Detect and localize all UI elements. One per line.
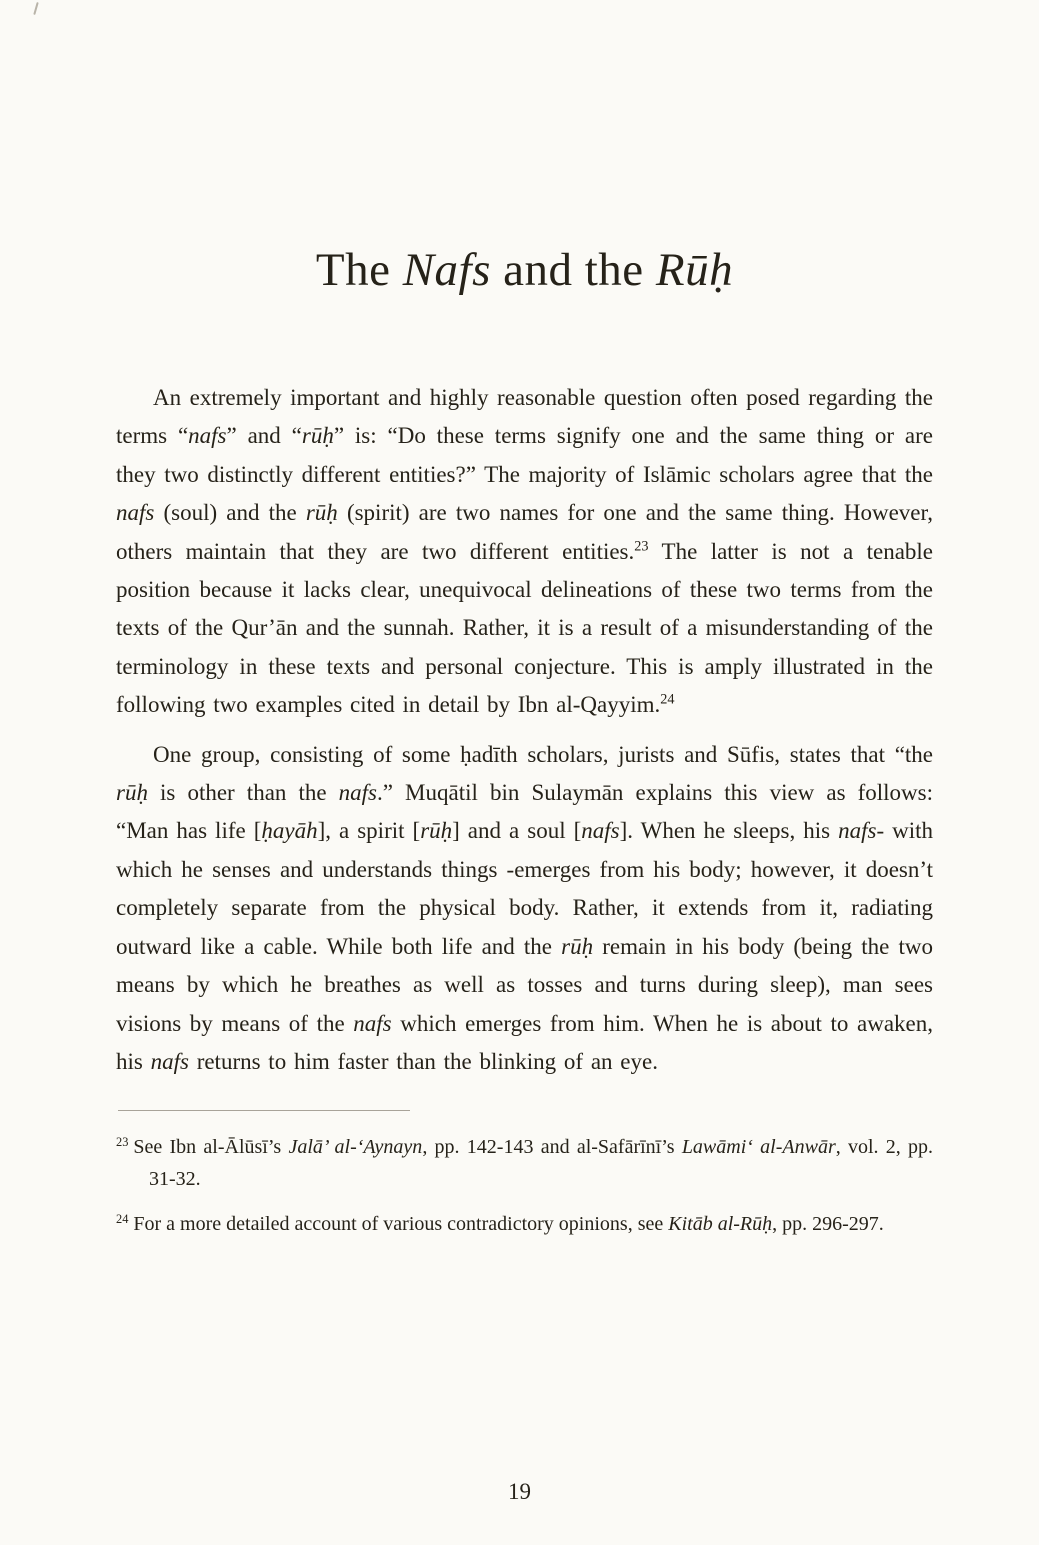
footnote-marker-23: 23 xyxy=(116,1134,129,1149)
footnote-24 xyxy=(116,1209,933,1241)
body-text xyxy=(116,379,933,1081)
page-number: 19 xyxy=(508,1479,531,1504)
footnote-text-24: For a more detailed account of various contradictory opinions, see Kitāb al-Rūḥ, pp. 296-297. xyxy=(133,1213,884,1236)
footnote-separator xyxy=(118,1110,410,1111)
paragraph-1: An extremely important and highly reasonable question often posed regarding the terms “nafs” and “rūḥ” is: “Do these terms signify one and the same thing or are they two distinctly different entities?” The majority of Islāmic scholars agree that the nafs (soul) and the rūḥ (spirit) are two names for one and the same thing. However, others maintain that they are two different entities.$^{23}$ The latter is not a tenable position because it lacks clear, unequivocal delineations of these two terms from the texts of the Qur’ān and the sunnah. Rather, it is a result of a misunderstanding of the terminology in these texts and personal conjecture. This is amply illustrated in the following two examples cited in detail by Ibn al-Qayyim.$^{24}$ xyxy=(116,385,933,718)
footnotes xyxy=(116,1132,933,1241)
chapter-title: The Nafs and the Rūḥ xyxy=(315,244,734,296)
footnote-marker-24: 24 xyxy=(116,1211,129,1226)
paragraph-2: One group, consisting of some ḥadīth scholars, jurists and Sūfis, states that “the rūḥ is other than the nafs.” Muqātil bin Sulaymān explains this view as follows: “Man has life [ḥayāh], a spirit [rūḥ] and a soul [nafs]. When he sleeps, his nafs- with which he senses and understands things -emerges from his body; however, it doesn’t completely separate from the physical body. Rather, it extends from it, radiating outward like a cable. While both life and the rūḥ remain in his body (being the two means by which he breathes as well as tosses and turns during sleep), man sees visions by means of the nafs which emerges from him. When he is about to awaken, his nafs returns to him faster than the blinking of an eye. xyxy=(116,741,933,1074)
footnote-text-23: See Ibn al-Ālūsī’s Jalā’ al-‘Aynayn, pp. 142-143 and al-Safārīnī’s Lawāmi‘ al-Anwār, vol. 2, pp. 31-32. xyxy=(133,1136,934,1190)
footnote-23 xyxy=(116,1132,933,1195)
